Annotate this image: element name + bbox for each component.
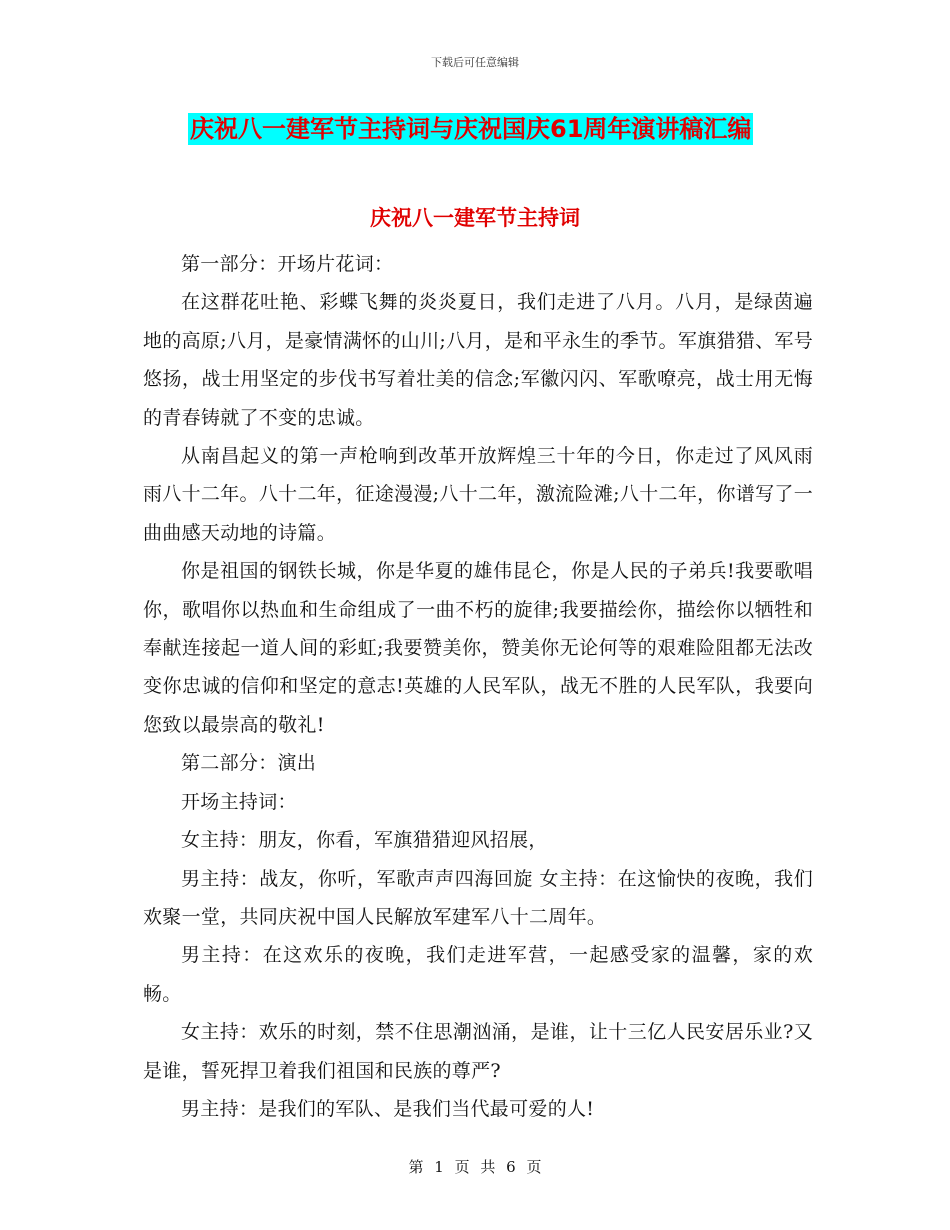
paragraph: 第一部分：开场片花词： bbox=[181, 253, 394, 275]
paragraph: 你是祖国的钢铁长城，你是华夏的雄伟昆仑，你是人民的子弟兵!我要歌唱你，歌唱你以热血和生命组成了一曲不朽的旋律;我要描绘你，描绘你以牺牲和奉献连接起一道人间的彩虹;我要赞美你，赞美你无论何等的艰难险阻都无法改变你忠诚的信仰和坚定的意志!英雄的人民军队，战无不胜的人民军队，我要向您致以最崇高的敬礼! bbox=[143, 560, 813, 736]
paragraph: 男主持：是我们的军队、是我们当代最可爱的人! bbox=[181, 1097, 595, 1120]
paragraph: 女主持：朋友，你看，军旗猎猎迎风招展， bbox=[181, 829, 548, 852]
paragraph: 第二部分：演出 bbox=[181, 752, 317, 775]
document-body bbox=[143, 245, 813, 1128]
paragraph: 从南昌起义的第一声枪响到改革开放辉煌三十年的今日，你走过了风风雨雨八十二年。八十二年，征途漫漫;八十二年，激流险滩;八十二年，你谱写了一曲曲感天动地的诗篇。 bbox=[143, 445, 813, 544]
paragraph: 男主持：在这欢乐的夜晚，我们走进军营，一起感受家的温馨，家的欢畅。 bbox=[143, 944, 813, 1005]
section-title: 庆祝八一建军节主持词 bbox=[370, 206, 580, 230]
paragraph: 男主持：战友，你听，军歌声声四海回旋 女主持：在这愉快的夜晚，我们欢聚一堂，共同庆祝中国人民解放军建军八十二周年。 bbox=[143, 867, 813, 928]
paragraph: 女主持：欢乐的时刻，禁不住思潮汹涌，是谁，让十三亿人民安居乐业?又是谁，誓死捍卫着我们祖国和民族的尊严? bbox=[143, 1021, 813, 1082]
page-header-note: 下载后可任意编辑 bbox=[431, 56, 519, 69]
paragraph: 在这群花吐艳、彩蝶飞舞的炎炎夏日，我们走进了八月。八月，是绿茵遍地的高原;八月，是豪情满怀的山川;八月，是和平永生的季节。军旗猎猎、军号悠扬，战士用坚定的步伐书写着壮美的信念;军徽闪闪、军歌嘹亮，战士用无悔的青春铸就了不变的忠诚。 bbox=[143, 291, 813, 429]
paragraph: 开场主持词： bbox=[181, 790, 297, 813]
page-footer: 第 1 页 共 6 页 bbox=[408, 1158, 542, 1176]
document-title: 庆祝八一建军节主持词与庆祝国庆61周年演讲稿汇编 bbox=[190, 115, 752, 143]
